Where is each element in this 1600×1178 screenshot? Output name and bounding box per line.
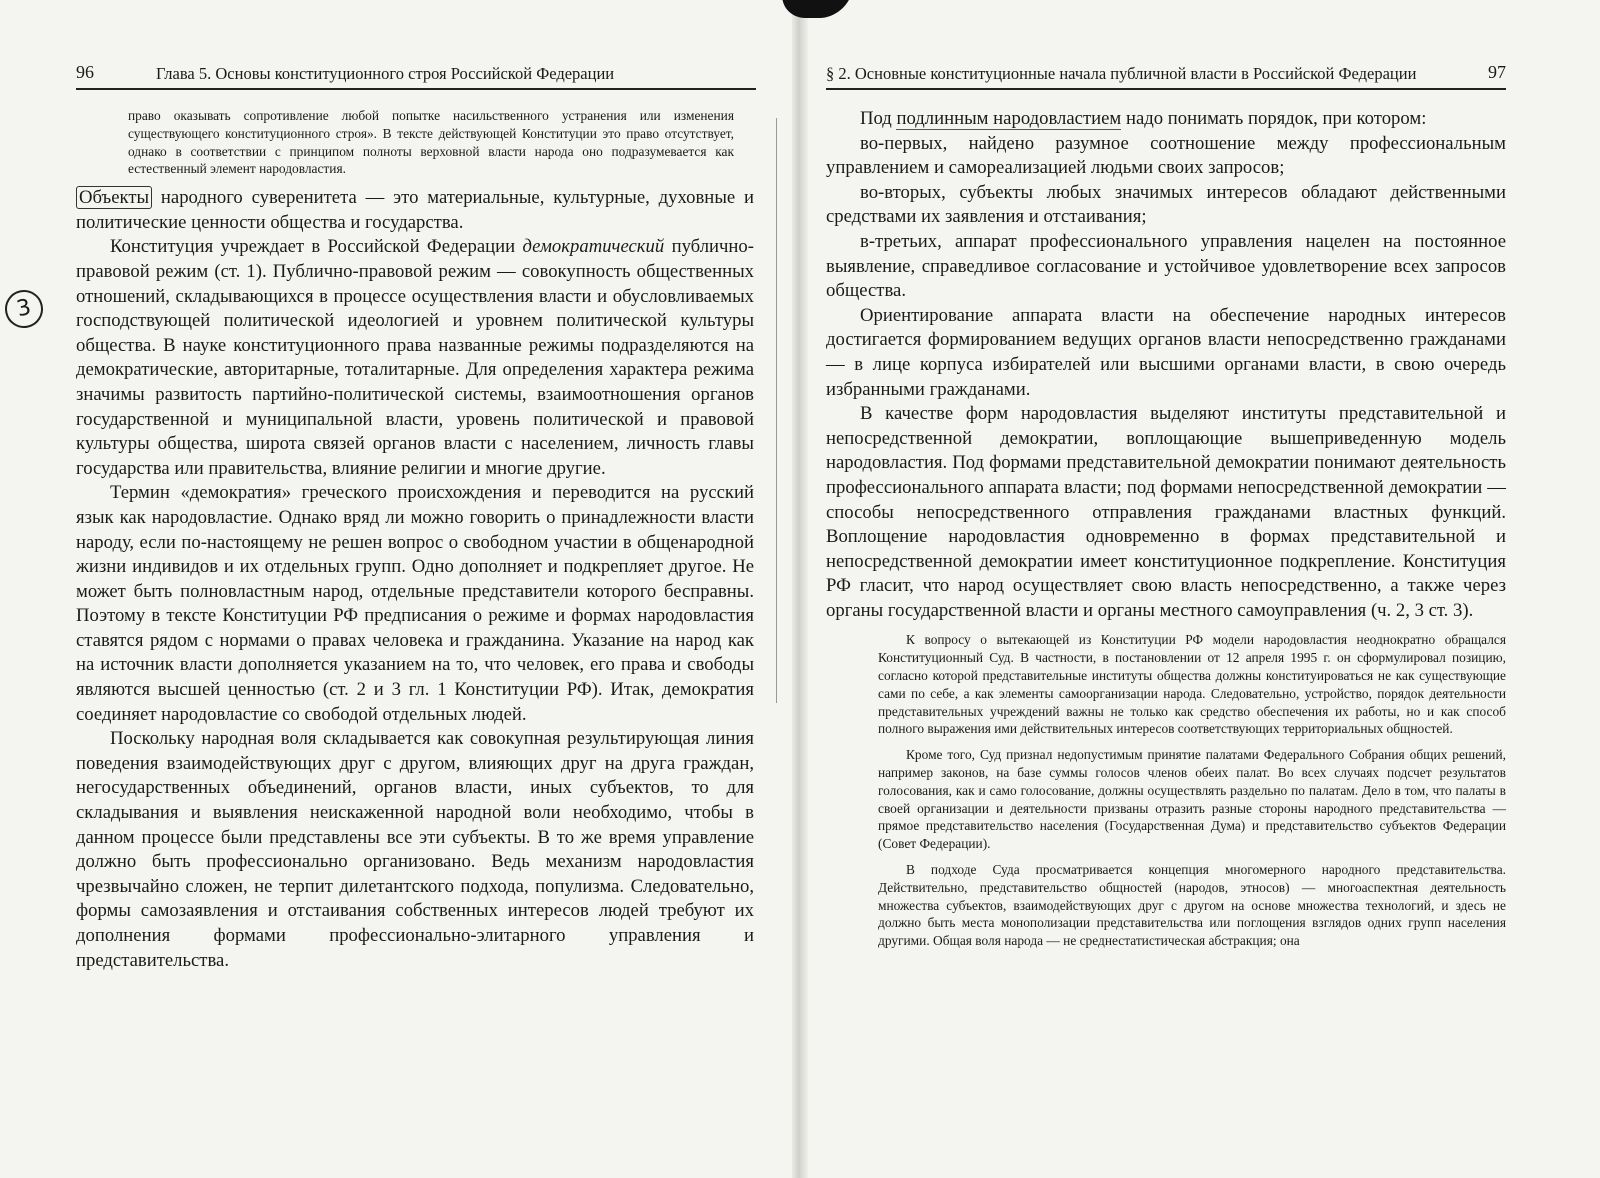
margin-pencil-line: [776, 118, 777, 703]
right-running-header: [826, 62, 1506, 90]
left-page: [0, 0, 795, 1178]
paragraph-objects: [76, 186, 754, 235]
right-page: [805, 0, 1600, 1178]
paragraph-genuine-start: Под: [860, 108, 897, 129]
list-item-second: во-вторых, субъекты любых значимых интересов обладают действенными средствами их заявления и отстаивания;: [826, 181, 1506, 228]
small-print-court-3: В подходе Суда просматривается концепция многомерного народного представительства. Действительно, представительство общностей (народов, этносов) — многоаспектная деятельность множества субъектов, взаимодействующих друг с другом на основе множества технологий, и здесь не должно быть места монополизации представительства или поглощения взглядов одних групп населения другими. Общая воля народа — не среднестатистическая абстракция; она: [878, 862, 1506, 949]
paragraph-genuine-democracy: [826, 107, 1506, 132]
list-item-first: во-первых, найдено разумное соотношение между профессиональным управлением и самореализацией людьми своих запросов;: [826, 132, 1506, 179]
list-item-third: в-третьих, аппарат профессионального управления нацелен на постоянное выявление, справедливое согласование и устойчивое удовлетворение всех запросов общества.: [826, 230, 1506, 302]
footnote-continuation: право оказывать сопротивление любой попытке насильственного устранения или изменения существующего конституционного строя». В тексте действующей Конституции это право отсутствует, однако в соответствии с принципом полноты верховной власти народа оно подразумевается как естественный элемент народовластия.: [128, 108, 734, 177]
paragraph-forms-democracy: В качестве форм народовластия выделяют институты представительной и непосредственной демократии, воплощающие вышеприведенную модель народовластия. Под формами представительной демократии понимают деятельность профессионального аппарата власти; под формами непосредственной демократии — способы непосредственного отправления гражданами властных функций. Воплощение народовластия одновременно в формах представительной и непосредственной демократии имеет конституционное подкрепление. Конституция РФ гласит, что народ осуществляет свою власть непосредственно, а также через органы государственной власти и органы местного самоуправления (ч. 2, 3 ст. 3).: [826, 403, 1506, 621]
paragraph-regime-rest: публично-правовой режим (ст. 1). Публично-правовой режим — совокупность общественных отношений, складывающихся в процессе осуществления власти и обусловливаемых господствующей политической идеологией и уровнем политической культуры общества. В науке конституционного права названные режимы подразделяются на демократические, авторитарные, тоталитарные. Для определения характера режима значимы развитость партийно-политической системы, взаимоотношения органов государственной и муниципальной власти, уровень политической и правовой культуры общества, широта связей органов власти с населением, личность главы государства или правительства, влияние религии и многие другие.: [76, 236, 754, 479]
paragraph-democracy-term: Термин «демократия» греческого происхождения и переводится на русский язык как народовластие. Однако вряд ли можно говорить о принадлежности власти народу, если по-настоящему не решен вопрос о свободном участии в общенародной жизни индивидов и их отдельных групп. Одно дополняет и подкрепляет другое. Не может быть полновластным народ, отдельные представители которого бесправны. Поэтому в тексте Конституции РФ предписания о режиме и формах народовластия ставятся рядом с нормами о правах человека и гражданина. Указание на народ как на источник власти дополняется указанием на то, что человек, его права и свободы являются высшей ценностью (ст. 2 и 3 гл. 1 Конституции РФ). Итак, демократия соединяет народовластие со свободой отдельных людей.: [76, 482, 754, 725]
paragraph-popular-will: Поскольку народная воля складывается как совокупная результирующая линия поведения взаимодействующих друг с другом, влияющих друг на друга граждан, негосударственных объединений, органов власти, иных субъектов, то для складывания и выявления неискаженной народной воли необходимо, чтобы в данном процессе были представлены все эти субъекты. В то же время управление должно быть профессионально организовано. Ведь механизм народовластия чрезвычайно сложен, не терпит дилетантского подхода, популизма. Следовательно, формы самозаявления и отстаивания собственных интересов людей требуют их дополнения формами профессионально-элитарного управления и представительства.: [76, 728, 754, 971]
small-print-court-1: К вопросу о вытекающей из Конституции РФ модели народовластия неоднократно обращался Конституционный Суд. В частности, в постановлении от 12 апреля 1995 г. он сформулировал позицию, согласно которой представительные институты общества должны конституироваться не как существующие сами по себе, а как элементы самоорганизации народа. Следовательно, устройство, порядок деятельности представительных учреждений важны не только как средство обеспечения их работы, но и как способ полного выражения ими действительных интересов соответствующих территориальных общностей.: [878, 632, 1506, 737]
left-page-number: 96: [76, 62, 94, 82]
margin-handwritten-number: 3: [1, 286, 46, 331]
paragraph-regime-start: Конституция учреждает в Российской Федерации: [110, 236, 523, 258]
right-text-column: [826, 107, 1506, 958]
left-running-head-title: Глава 5. Основы конституционного строя Российской Федерации: [156, 64, 615, 83]
term-genuine-democracy: подлинным народовластием: [896, 108, 1122, 129]
paragraph-objects-text: народного суверенитета — это материальные, культурные, духовные и политические ценности общества и государства.: [76, 187, 754, 233]
left-running-header: [76, 62, 756, 90]
small-print-court-2: Кроме того, Суд признал недопустимым принятие палатами Федерального Собрания общих решений, например законов, на базе суммы голосов членов обеих палат. Во всех случаях подсчет результатов голосования, как и само голосование, должны осуществлять раздельно по палатам. Дело в том, что палаты в своей организации и деятельности призваны отразить разные стороны народного представительства — прямое представительство населения (Государственная Дума) и представительство субъектов Федерации (Совет Федерации).: [878, 747, 1506, 852]
right-running-head-title: § 2. Основные конституционные начала публичной власти в Российской Федерации: [826, 64, 1417, 83]
term-democratic: демократический: [522, 236, 665, 258]
paragraph-constitution-regime: [76, 235, 754, 481]
paragraph-orientation: Ориентирование аппарата власти на обеспечение народных интересов достигается формированием ведущих органов власти непосредственно гражданами — в лице корпуса избирателей или высшими органами власти, в свою очередь избранными гражданами.: [826, 304, 1506, 400]
spacer: [826, 623, 1506, 631]
term-objects: Объекты: [76, 186, 152, 209]
right-page-number: 97: [1488, 62, 1506, 82]
paragraph-genuine-rest: надо понимать порядок, при котором:: [1121, 108, 1427, 129]
left-text-column: [76, 107, 754, 973]
